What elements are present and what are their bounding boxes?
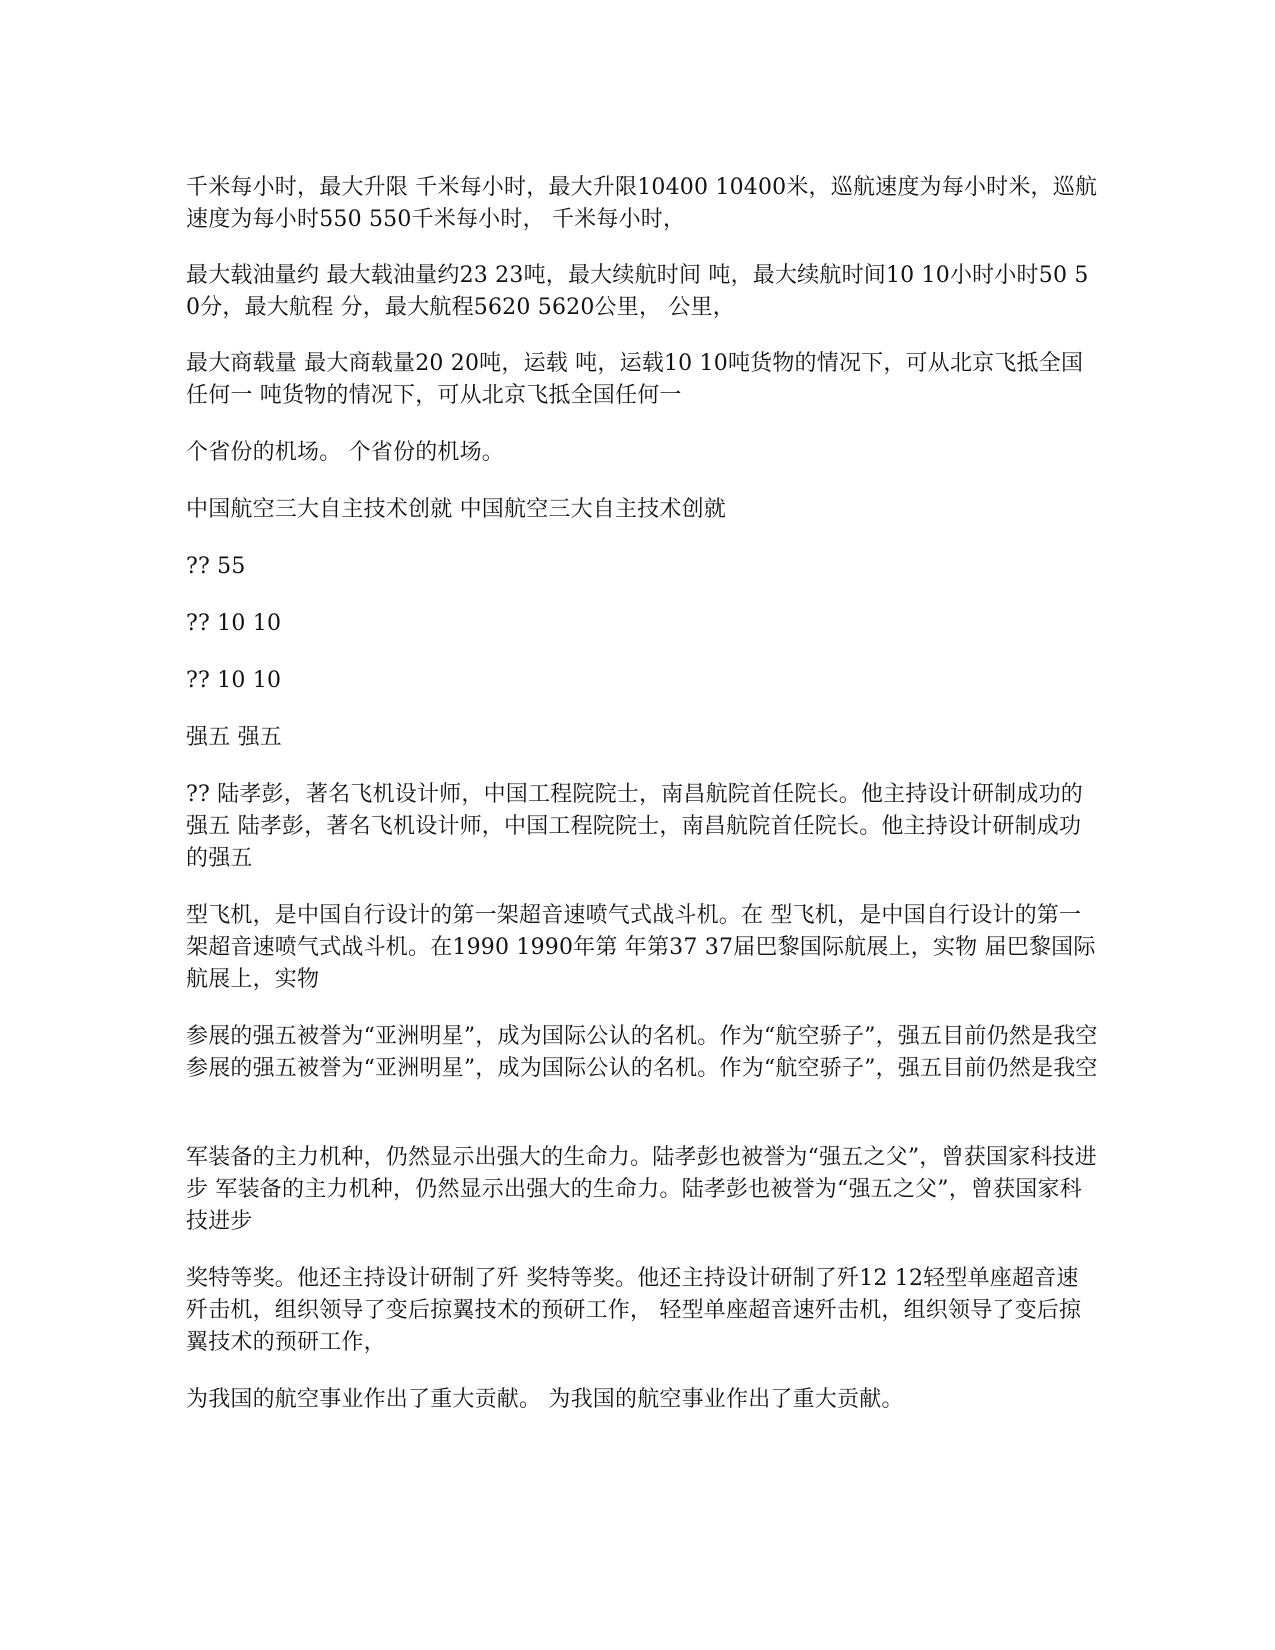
section-heading: 中国航空三大自主技术创就 中国航空三大自主技术创就 bbox=[186, 497, 726, 522]
paragraph-payload: 最大商载量 最大商载量20 20吨，运载 吨，运载10 10吨货物的情况下，可从北京飞抵全国任何一 吨货物的情况下，可从北京飞抵全国任何一 bbox=[186, 351, 1084, 408]
paragraph-fuel-range: 最大载油量约 最大载油量约23 23吨，最大续航时间 吨，最大续航时间10 10小时小时50 50分，最大航程 分，最大航程5620 5620公里， 公里， bbox=[186, 263, 1089, 320]
paragraph-main-equipment: 军装备的主力机种，仍然显示出强大的生命力。陆孝彭也被誉为“强五之父”，曾获国家科技进步 军装备的主力机种，仍然显示出强大的生命力。陆孝彭也被誉为“强五之父”，曾获国家科技进步 bbox=[186, 1145, 1097, 1234]
list-item: ?? 10 10 bbox=[186, 611, 282, 636]
paragraph-contribution: 为我国的航空事业作出了重大贡献。 为我国的航空事业作出了重大贡献。 bbox=[186, 1387, 904, 1412]
subsection-heading: 强五 强五 bbox=[186, 725, 282, 750]
list-item: ?? 55 bbox=[186, 554, 246, 579]
paragraph-awards: 奖特等奖。他还主持设计研制了歼 奖特等奖。他还主持设计研制了歼12 12轻型单座超音速歼击机，组织领导了变后掠翼技术的预研工作， 轻型单座超音速歼击机，组织领导了变后掠翼技术的预研工作， bbox=[186, 1266, 1082, 1355]
list-item: ?? 10 10 bbox=[186, 668, 282, 693]
paragraph-asia-star: 参展的强五被誉为“亚洲明星”，成为国际公认的名机。作为“航空骄子”，强五目前仍然是我空 参展的强五被誉为“亚洲明星”，成为国际公认的名机。作为“航空骄子”，强五目前仍然是我空 bbox=[186, 1024, 1098, 1081]
paragraph-lu-xiaopeng: ?? 陆孝彭，著名飞机设计师，中国工程院院士，南昌航院首任院长。他主持设计研制成功的强五 陆孝彭，著名飞机设计师，中国工程院院士，南昌航院首任院长。他主持设计研制成功的强五 bbox=[186, 782, 1083, 871]
paragraph-aircraft-type: 型飞机，是中国自行设计的第一架超音速喷气式战斗机。在 型飞机，是中国自行设计的第一架超音速喷气式战斗机。在1990 1990年第 年第37 37届巴黎国际航展上，实物 届巴黎国际航展上，实物 bbox=[186, 903, 1096, 992]
paragraph-cruise-speed: 千米每小时，最大升限 千米每小时，最大升限10400 10400米，巡航速度为每小时米，巡航速度为每小时550 550千米每小时， 千米每小时， bbox=[186, 175, 1098, 232]
paragraph-airports: 个省份的机场。 个省份的机场。 bbox=[186, 440, 504, 465]
